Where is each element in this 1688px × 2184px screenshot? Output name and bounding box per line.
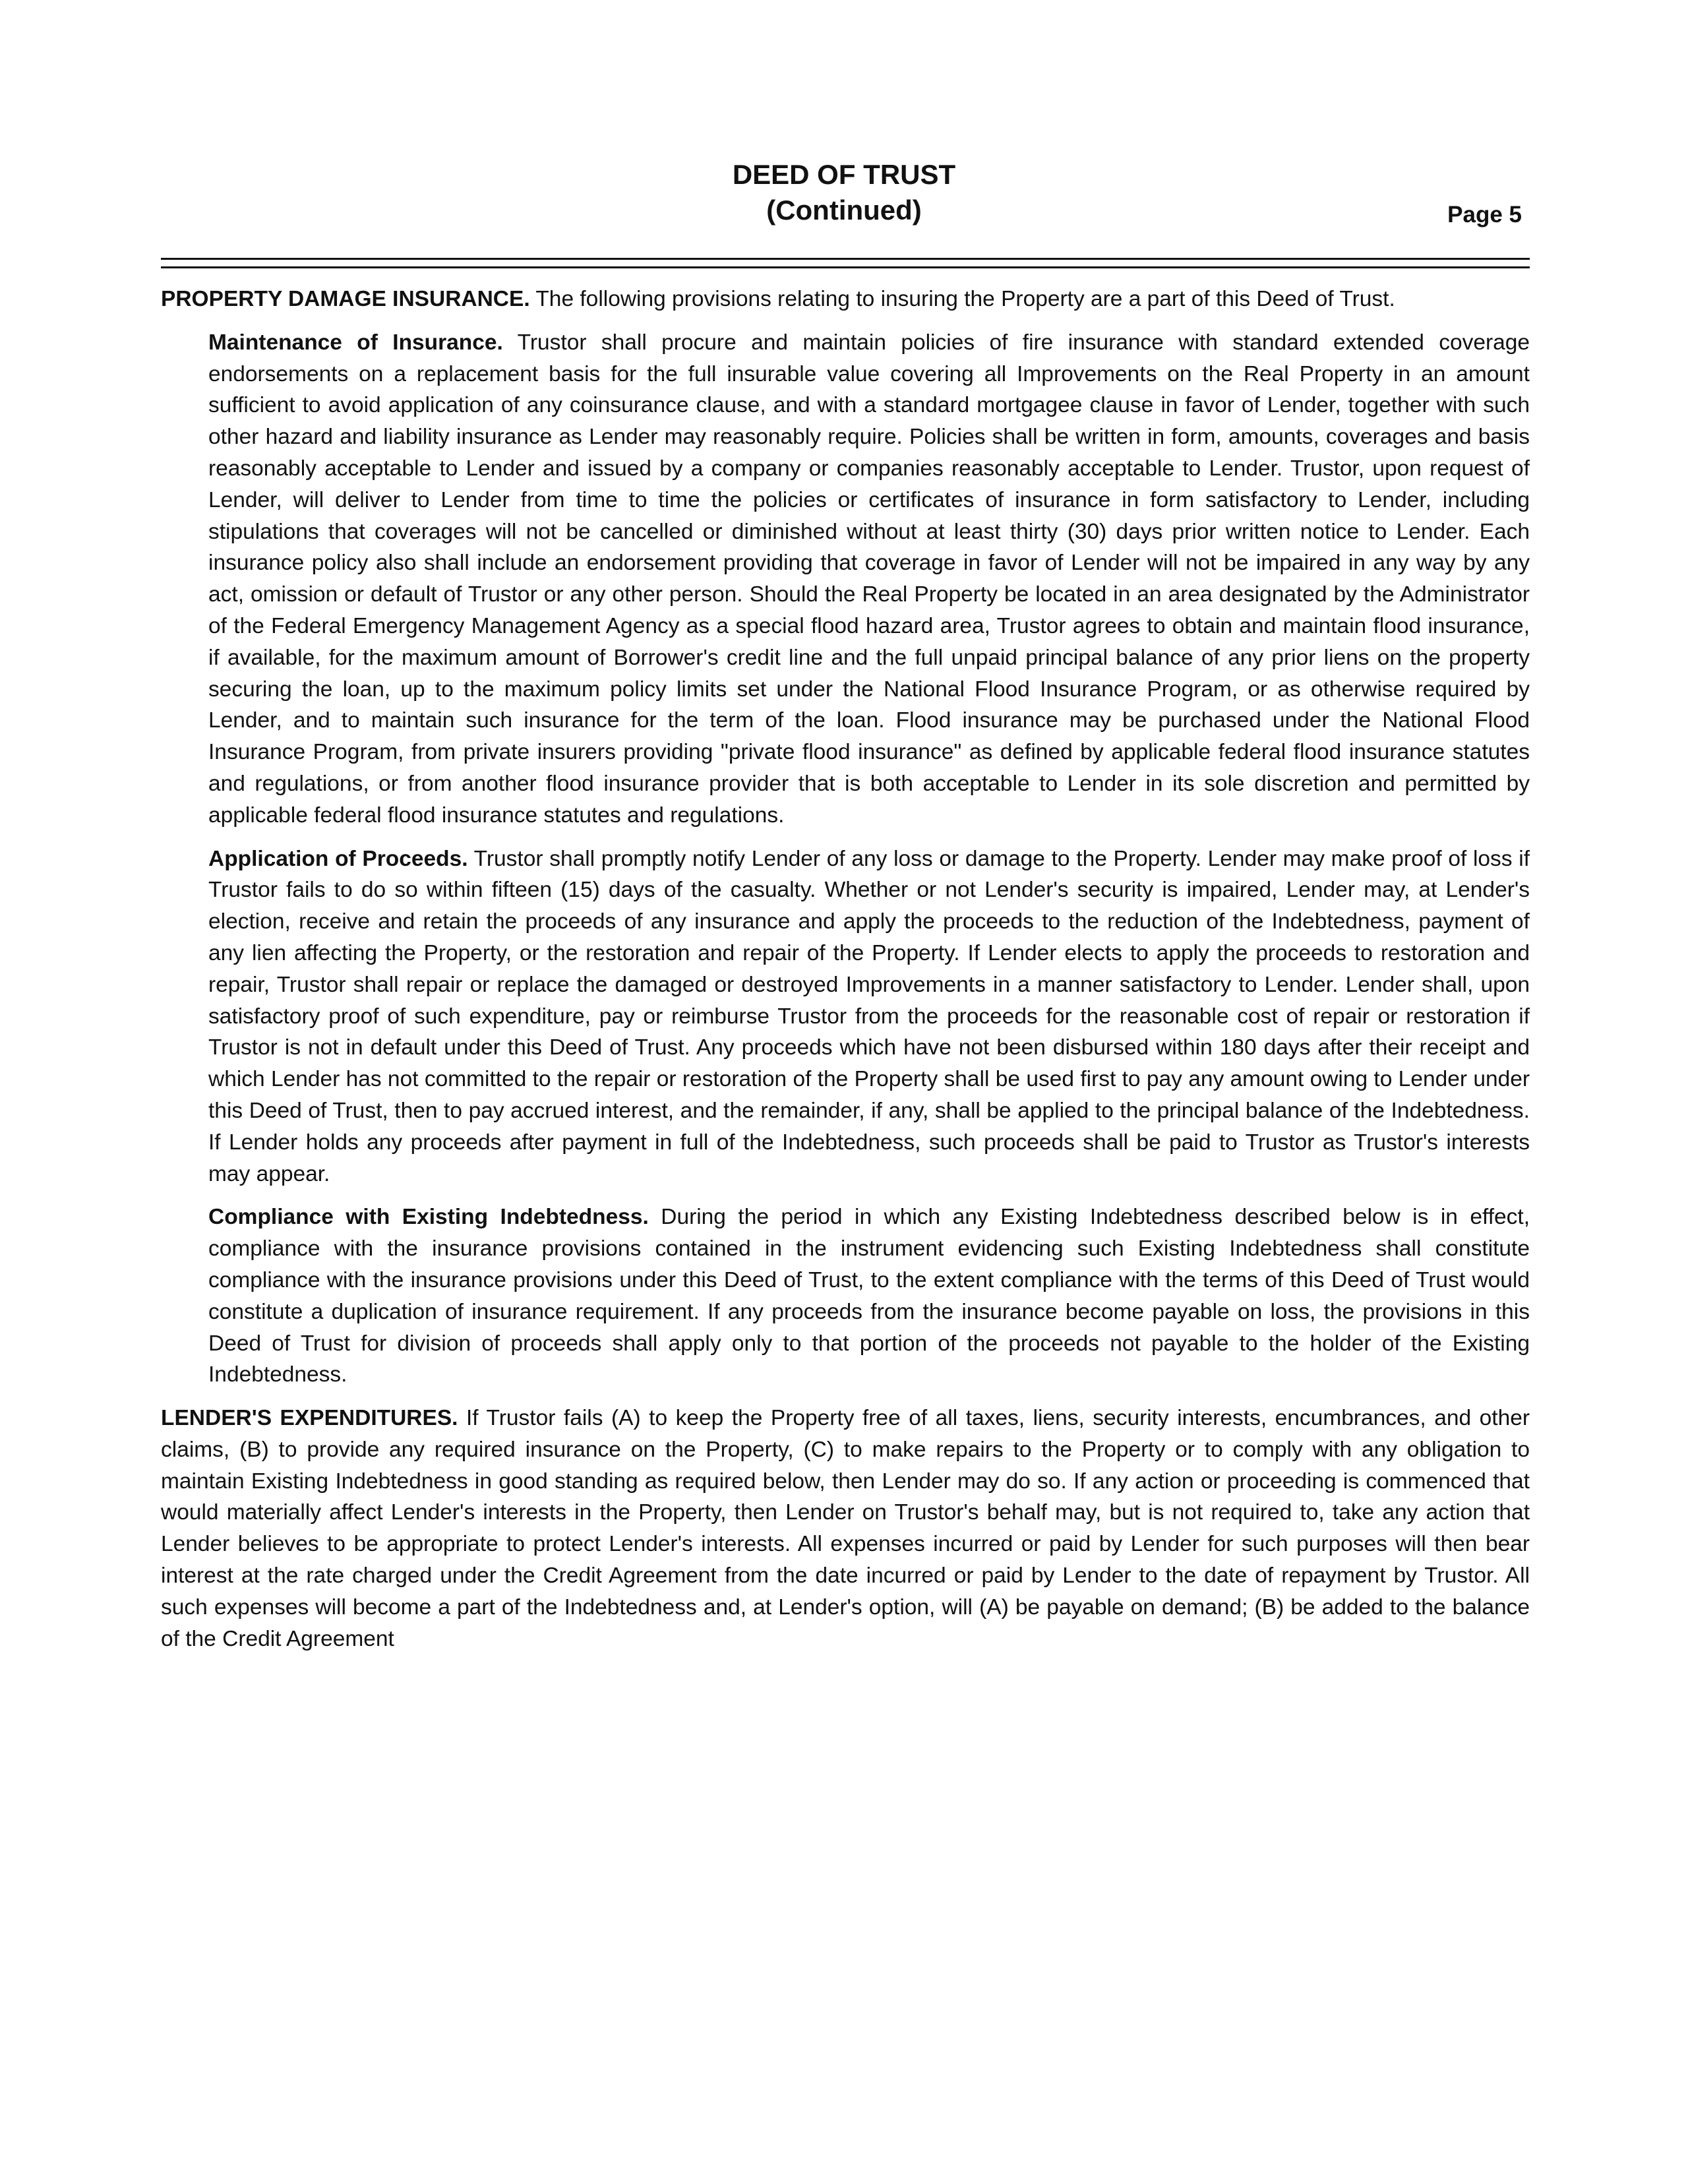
property-damage-insurance-section: [161, 284, 1530, 315]
section-heading: Maintenance of Insurance.: [208, 330, 503, 355]
section-heading: PROPERTY DAMAGE INSURANCE.: [161, 287, 530, 311]
section-text: The following provisions relating to insuring the Property are a part of this Deed of Trust.: [535, 287, 1395, 311]
lenders-expenditures-section: [161, 1403, 1530, 1654]
compliance-with-existing-indebtedness-section: [208, 1201, 1530, 1391]
maintenance-of-insurance-section: [208, 327, 1530, 832]
section-text: Trustor shall promptly notify Lender of any loss or damage to the Property. Lender may make proof of loss if Trustor fails to do so within fifteen (15) days of the casualty. Whether or not Lender's security is impaired, Lender may, at Lender's election, receive and retain the proceeds of any insurance and apply the proceeds to the reduction of the Indebtedness, payment of any lien affecting the Property, or the restoration and repair of the Property. If Lender elects to apply the proceeds to restoration and repair, Trustor shall repair or replace the damaged or destroyed Improvements in a manner satisfactory to Lender. Lender shall, upon satisfactory proof of such expenditure, pay or reimburse Trustor from the proceeds for the reasonable cost of repair or restoration if Trustor is not in default under this Deed of Trust. Any proceeds which have not been disbursed within 180 days after their receipt and which Lender has not committed to the repair or restoration of the Property shall be used first to pay any amount owing to Lender under this Deed of Trust, then to pay accrued interest, and the remainder, if any, shall be applied to the principal balance of the Indebtedness. If Lender holds any proceeds after payment in full of the Indebtedness, such proceeds shall be paid to Trustor as Trustor's interests may appear.: [208, 846, 1530, 1186]
application-of-proceeds-section: [208, 843, 1530, 1190]
document-header: [0, 157, 1688, 228]
section-text: If Trustor fails (A) to keep the Property free of all taxes, liens, security interests, encumbrances, and other claims, (B) to provide any required insurance on the Property, (C) to make repairs to the Property or to comply with any obligation to maintain Existing Indebtedness in good standing as required below, then Lender may do so. If any action or proceeding is commenced that would materially affect Lender's interests in the Property, then Lender on Trustor's behalf may, but is not required to, take any action that Lender believes to be appropriate to protect Lender's interests. All expenses incurred or paid by Lender for such purposes will then bear interest at the rate charged under the Credit Agreement from the date incurred or paid by Lender to the date of repayment by Trustor. All such expenses will become a part of the Indebtedness and, at Lender's option, will (A) be payable on demand; (B) be added to the balance of the Credit Agreement: [161, 1406, 1530, 1651]
page-number: Page 5: [1447, 202, 1522, 228]
header-rule-bottom: [161, 266, 1530, 268]
section-heading: LENDER'S EXPENDITURES.: [161, 1406, 458, 1431]
document-body: [161, 284, 1530, 1666]
section-text: During the period in which any Existing Indebtedness described below is in effect, compliance with the insurance provisions contained in the instrument evidencing such Existing Indebtedness shall constitute compliance with the insurance provisions under this Deed of Trust, to the extent compliance with the terms of this Deed of Trust would constitute a duplication of insurance requirement. If any proceeds from the insurance become payable on loss, the provisions in this Deed of Trust for division of proceeds shall apply only to that portion of the proceeds not payable to the holder of the Existing Indebtedness.: [208, 1205, 1530, 1387]
section-heading: Application of Proceeds.: [208, 846, 468, 871]
document-title: DEED OF TRUST: [732, 159, 956, 190]
header-rule-top: [161, 258, 1530, 260]
section-text: Trustor shall procure and maintain policies of fire insurance with standard extended coverage endorsements on a replacement basis for the full insurable value covering all Improvements on the Real Property in an amount sufficient to avoid application of any coinsurance clause, and with a standard mortgagee clause in favor of Lender, together with such other hazard and liability insurance as Lender may reasonably require. Policies shall be written in form, amounts, coverages and basis reasonably acceptable to Lender and issued by a company or companies reasonably acceptable to Lender. Trustor, upon request of Lender, will deliver to Lender from time to time the policies or certificates of insurance in form satisfactory to Lender, including stipulations that coverages will not be cancelled or diminished without at least thirty (30) days prior written notice to Lender. Each insurance policy also shall include an endorsement providing that coverage in favor of Lender will not be impaired in any way by any act, omission or default of Trustor or any other person. Should the Real Property be located in an area designated by the Administrator of the Federal Emergency Management Agency as a special flood hazard area, Trustor agrees to obtain and maintain flood insurance, if available, for the maximum amount of Borrower's credit line and the full unpaid principal balance of any prior liens on the property securing the loan, up to the maximum policy limits set under the National Flood Insurance Program, or as otherwise required by Lender, and to maintain such insurance for the term of the loan. Flood insurance may be purchased under the National Flood Insurance Program, from private insurers providing "private flood insurance" as defined by applicable federal flood insurance statutes and regulations, or from another flood insurance provider that is both acceptable to Lender in its sole discretion and permitted by applicable federal flood insurance statutes and regulations.: [208, 330, 1530, 828]
document-subtitle: (Continued): [766, 195, 922, 226]
section-heading: Compliance with Existing Indebtedness.: [208, 1205, 649, 1230]
